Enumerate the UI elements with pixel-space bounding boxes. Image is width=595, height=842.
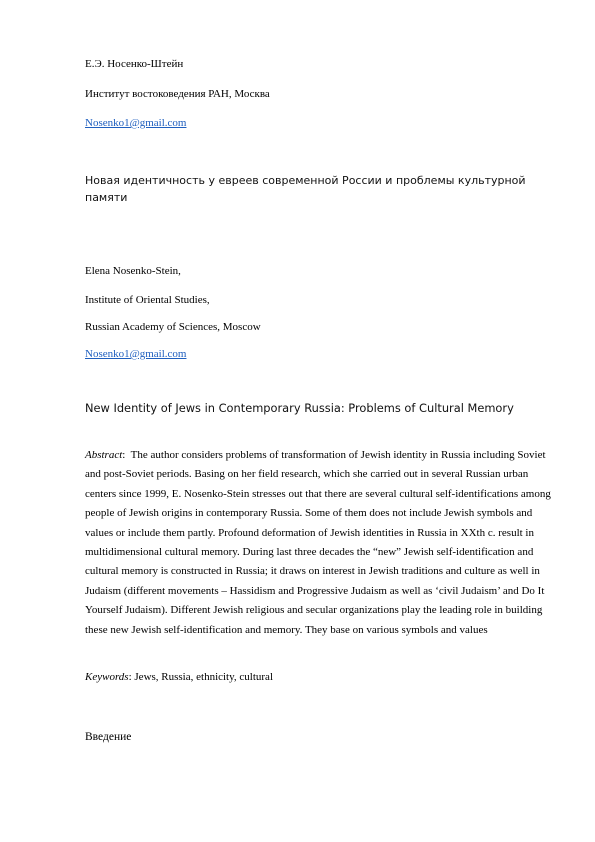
abstract-label-colon: :: [122, 449, 126, 461]
institute-en: Institute of Oriental Studies,: [85, 294, 210, 306]
abstract-line: Yourself Judaism). Different Jewish religious and secular organizations play the leading role in building: [85, 604, 543, 617]
author-en: Elena Nosenko-Stein,: [85, 265, 181, 277]
academy-en: Russian Academy of Sciences, Moscow: [85, 321, 261, 333]
institution-ru: Институт востоковедения РАН, Москва: [85, 88, 270, 100]
abstract-line: centers since 1999, E. Nosenko-Stein stresses out that there are several cultural self-identifications among: [85, 487, 551, 500]
keywords-text: : Jews, Russia, ethnicity, cultural: [128, 671, 273, 683]
abstract-line: [85, 446, 546, 465]
title-en: New Identity of Jews in Contemporary Russia: Problems of Cultural Memory: [85, 401, 514, 415]
email-link-en[interactable]: Nosenko1@gmail.com: [85, 348, 187, 360]
abstract-text-line: The author considers problems of transformation of Jewish identity in Russia including Soviet: [130, 449, 546, 461]
abstract-line: these new Jewish self-identification and memory. They base on various symbols and values: [85, 623, 488, 636]
keywords: [85, 671, 273, 684]
abstract-line: values or include them partly. Profound deformation of Jewish identities in Russia in XXth c. result in: [85, 526, 534, 539]
author-ru: Е.Э. Носенко-Штейн: [85, 58, 184, 70]
title-ru: Новая идентичность у евреев современной России и проблемы культурной памяти: [85, 174, 526, 204]
email-link-ru[interactable]: Nosenko1@gmail.com: [85, 117, 187, 129]
abstract-line: and post-Soviet periods. Basing on her field research, which she carried out in several Russian urban: [85, 468, 529, 481]
abstract-line: Judaism (different movements – Hassidism and Progressive Judaism as well as ‘civil Judaism’ and Do It: [85, 584, 545, 597]
abstract-line: cultural memory is constructed in Russia; it draws on interest in Jewish traditions and culture as well in: [85, 565, 540, 578]
abstract-line: multidimensional cultural memory. During last three decades the “new” Jewish self-identification and: [85, 546, 534, 559]
abstract-line: people of Jewish origins in contemporary Russia. Some of them does not include Jewish symbols and: [85, 507, 533, 520]
keywords-label: Keywords: [85, 671, 129, 683]
abstract-label: Abstract: [85, 449, 123, 461]
intro-heading: Введение: [85, 731, 132, 743]
abstract: [85, 446, 551, 640]
